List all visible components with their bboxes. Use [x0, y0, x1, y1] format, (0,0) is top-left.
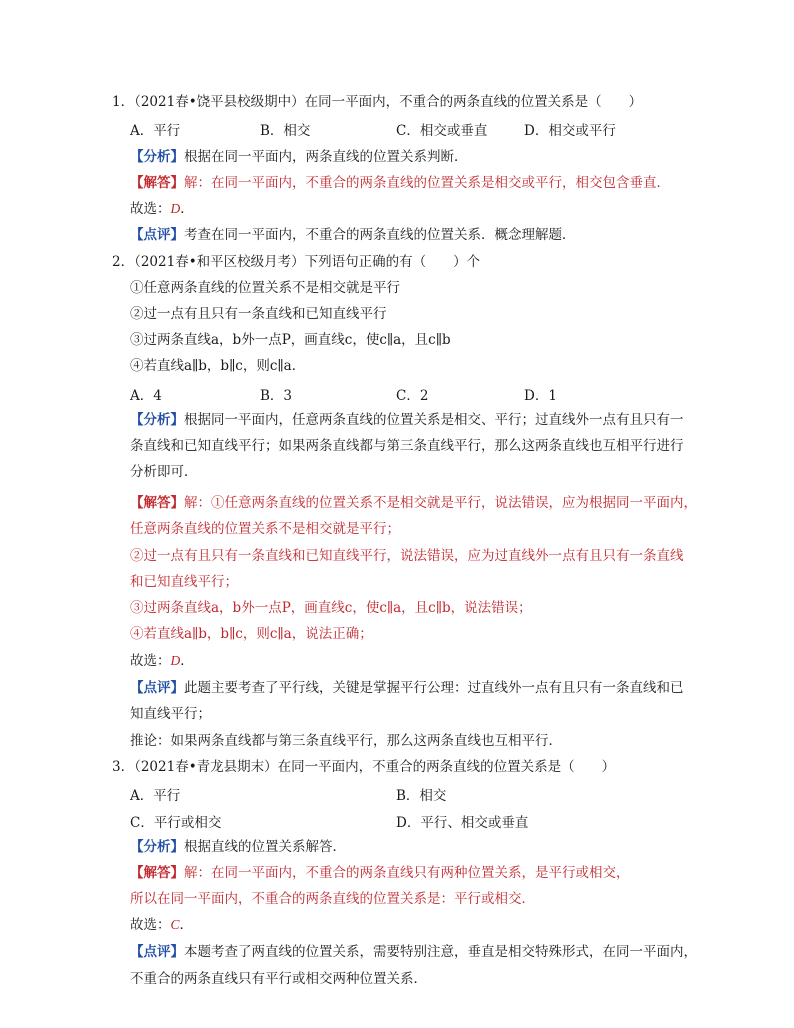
- question-text: 在同一平面内，不重合的两条直线的位置关系是（ ）: [277, 759, 616, 775]
- question-3-option-c: C．平行或相交: [130, 815, 222, 831]
- comment-tag: 【点评】: [130, 680, 184, 696]
- answer-text: 解：在同一平面内，不重合的两条直线只有两种位置关系，是平行或相交，: [184, 865, 630, 881]
- question-1-option-a: A．平行: [130, 123, 181, 139]
- choice-letter: C: [170, 917, 180, 932]
- question-1-analysis: [130, 148, 468, 166]
- question-source: （2021春•和平区校级月考）: [134, 254, 305, 270]
- question-2-statement-4: ④若直线a∥b，b∥c，则c∥a．: [130, 358, 306, 374]
- question-2-option-a: A．4: [130, 388, 162, 404]
- answer-tag: 【解答】: [130, 865, 184, 881]
- question-2-analysis: [130, 411, 684, 429]
- question-1-option-d: D．相交或平行: [524, 123, 616, 139]
- question-3-comment-line-2: 不重合的两条直线只有平行或相交两种位置关系．: [130, 971, 427, 987]
- question-3-option-a: A．平行: [130, 788, 181, 804]
- question-2-option-b: B．3: [260, 388, 293, 404]
- answer-tag: 【解答】: [130, 495, 184, 511]
- analysis-tag: 【分析】: [130, 149, 184, 165]
- question-3-choice: 故选：C．: [130, 917, 194, 933]
- question-text: 下列语句正确的有（ ）个: [304, 254, 481, 270]
- question-3-analysis: [130, 838, 346, 856]
- question-3-option-d: D．平行、相交或垂直: [396, 815, 529, 831]
- comment-tag: 【点评】: [130, 944, 184, 960]
- choice-prefix: 故选：: [130, 201, 171, 217]
- question-2-answer: [130, 494, 697, 512]
- choice-letter: D: [170, 653, 181, 668]
- choice-prefix: 故选：: [130, 917, 171, 933]
- question-1-choice: 故选：D．: [130, 201, 194, 217]
- comment-text: 此题主要考查了平行线，关键是掌握平行公理：过直线外一点有且只有一条直线和已: [184, 680, 684, 696]
- question-2-answer-line-3: ②过一点有且只有一条直线和已知直线平行，说法错误，应为过直线外一点有且只有一条直线: [130, 548, 684, 564]
- analysis-text: 根据同一平面内，任意两条直线的位置关系是相交、平行；过直线外一点有且只有一: [184, 412, 684, 428]
- choice-prefix: 故选：: [130, 653, 171, 669]
- question-1-stem: [112, 93, 642, 111]
- choice-letter: D: [170, 201, 181, 216]
- question-2-answer-line-4: 和已知直线平行；: [130, 574, 238, 590]
- question-2-comment: [130, 679, 684, 697]
- question-text: 在同一平面内，不重合的两条直线的位置关系是（ ）: [304, 94, 643, 110]
- question-3-answer-line-2: 所以在同一平面内，不重合的两条直线的位置关系是：平行或相交．: [130, 891, 535, 907]
- question-number: 1．: [112, 94, 135, 110]
- question-1-option-c: C．相交或垂直: [396, 123, 488, 139]
- question-1-answer: [130, 174, 670, 192]
- question-3-stem: [112, 758, 615, 776]
- comment-text: 考查在同一平面内，不重合的两条直线的位置关系．概念理解题．: [184, 227, 576, 243]
- answer-text: 解：①任意两条直线的位置关系不是相交就是平行，说法错误，应为根据同一平面内，: [184, 495, 697, 511]
- question-2-statement-2: ②过一点有且只有一条直线和已知直线平行: [130, 306, 387, 322]
- question-1-option-b: B．相交: [260, 123, 311, 139]
- analysis-tag: 【分析】: [130, 839, 184, 855]
- analysis-text: 根据在同一平面内，两条直线的位置关系判断．: [184, 149, 468, 165]
- answer-tag: 【解答】: [130, 175, 184, 191]
- comment-tag: 【点评】: [130, 227, 184, 243]
- answer-text: 解：在同一平面内，不重合的两条直线的位置关系是相交或平行，相交包含垂直．: [184, 175, 670, 191]
- question-2-answer-line-6: ④若直线a∥b，b∥c，则c∥a，说法正确；: [130, 626, 373, 642]
- question-2-analysis-line-3: 分析即可．: [130, 464, 198, 480]
- question-2-choice: 故选：D．: [130, 653, 194, 669]
- analysis-tag: 【分析】: [130, 412, 184, 428]
- question-2-statement-1: ①任意两条直线的位置关系不是相交就是平行: [130, 280, 400, 296]
- question-2-statement-3: ③过两条直线a，b外一点P，画直线c，使c∥a，且c∥b: [130, 332, 451, 348]
- comment-text: 本题考查了两直线的位置关系，需要特别注意，垂直是相交特殊形式，在同一平面内，: [184, 944, 697, 960]
- analysis-text: 根据直线的位置关系解答．: [184, 839, 346, 855]
- question-number: 3．: [112, 759, 135, 775]
- question-2-answer-line-5: ③过两条直线a，b外一点P，画直线c，使c∥a，且c∥b，说法错误；: [130, 600, 532, 616]
- question-2-comment-line-2: 知直线平行；: [130, 706, 211, 722]
- question-2-analysis-line-2: 条直线和已知直线平行；如果两条直线都与第三条直线平行，那么这两条直线也互相平行进行: [130, 438, 684, 454]
- question-2-option-c: C．2: [396, 388, 429, 404]
- question-2-option-d: D．1: [524, 388, 557, 404]
- question-number: 2．: [112, 254, 135, 270]
- question-3-comment: [130, 943, 697, 961]
- question-2-stem: [112, 253, 480, 271]
- question-3-option-b: B．相交: [396, 788, 447, 804]
- question-source: （2021春•饶平县校级期中）: [134, 94, 305, 110]
- question-1-comment: [130, 226, 576, 244]
- question-2-comment-line-3: 推论：如果两条直线都与第三条直线平行，那么这两条直线也互相平行．: [130, 733, 562, 749]
- question-3-answer: [130, 864, 630, 882]
- question-source: （2021春•青龙县期末）: [134, 759, 278, 775]
- question-2-answer-line-2: 任意两条直线的位置关系不是相交就是平行；: [130, 521, 400, 537]
